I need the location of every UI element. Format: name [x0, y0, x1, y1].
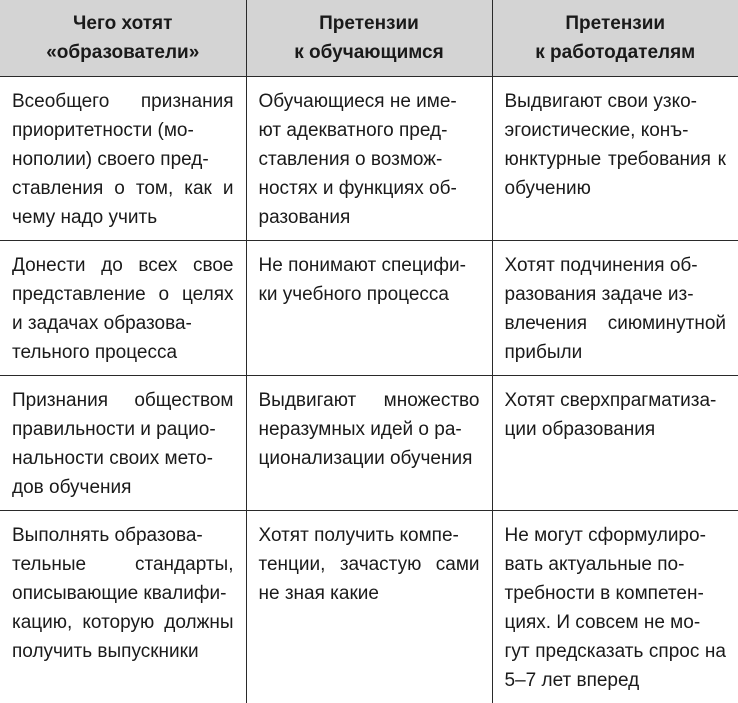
table-row	[0, 376, 738, 511]
table-cell: Выдвигают свои узко- эгоистические, конъ- юнктурные требования к обучению	[492, 77, 738, 241]
header-cell-claims-to-students	[246, 0, 492, 77]
table-cell: Не понимают специфи- ки учебного процесса	[246, 241, 492, 376]
header-line: Претензии	[257, 9, 482, 38]
table-cell: Хотят сверхпрагматиза- ции образования	[492, 376, 738, 511]
table-cell: Всеобщего признания приоритетности (мо- нополии) своего пред- ставления о том, как и чему надо учить	[0, 77, 246, 241]
table-cell: Хотят получить компе- тенции, зачастую сами не зная какие	[246, 511, 492, 703]
table-row	[0, 511, 738, 703]
header-line: к работодателям	[503, 38, 729, 67]
header-line: Чего хотят	[10, 9, 236, 38]
header-cell-educators-want	[0, 0, 246, 77]
table-row	[0, 241, 738, 376]
table-cell: Обучающиеся не име- ют адекватного пред- ставления о возмож- ностях и функциях об- разования	[246, 77, 492, 241]
table-cell: Донести до всех свое представление о целях и задачах образова- тельного процесса	[0, 241, 246, 376]
table-cell: Признания обществом правильности и рацио- нальности своих мето- дов обучения	[0, 376, 246, 511]
header-cell-claims-to-employers	[492, 0, 738, 77]
header-line: «образователи»	[10, 38, 236, 67]
header-line: к обучающимся	[257, 38, 482, 67]
table-cell: Выполнять образова- тельные стандарты, описывающие квалифи- кацию, которую должны получить выпускники	[0, 511, 246, 703]
table-cell: Не могут сформулиро- вать актуальные по- требности в компетен- циях. И совсем не мо- гут предсказать спрос на 5–7 лет вперед	[492, 511, 738, 703]
table-cell: Хотят подчинения об- разования задаче из- влечения сиюминутной прибыли	[492, 241, 738, 376]
table-row	[0, 77, 738, 241]
header-line: Претензии	[503, 9, 729, 38]
header-row	[0, 0, 738, 77]
table-cell: Выдвигают множество неразумных идей о ра- ционализации обучения	[246, 376, 492, 511]
